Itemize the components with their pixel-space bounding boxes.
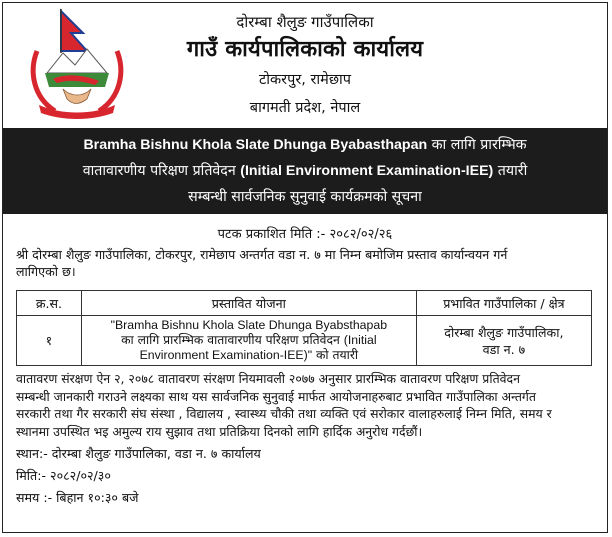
event-time: समय :- बिहान १०:३० बजे xyxy=(16,490,139,505)
body-line-3: सरकारी तथा गैर सरकारी संघ संस्था , विद्यालय , स्वास्थ्य चौकी तथा व्यक्ति एवं सरोकार वालाहरुलाई निम्न मिति, समय र xyxy=(16,406,552,421)
table-header-row xyxy=(17,291,592,316)
header-area: प्रभावित गाउँपालिका / क्षेत्र xyxy=(416,291,591,316)
project-table xyxy=(16,290,592,366)
cell-serial: १ xyxy=(17,316,82,366)
area-line-2: वडा न. ७ xyxy=(482,341,526,357)
body-line-1: वातावरण संरक्षण ऐन २, २०७८ वातावरण संरक्षण नियमावली २०७७ अनुसार प्रारम्भिक वातावरण परिक्षण प्रतिवेदन xyxy=(16,371,520,386)
header-project: प्रस्तावित योजना xyxy=(81,291,416,316)
banner-line-2-prefix: वातावारणीय परिक्षण प्रतिवेदन xyxy=(82,163,241,179)
cell-area xyxy=(416,316,591,366)
event-place: स्थान:- दोरम्बा शैलुङ गाउँपालिका, वडा न. ७ कार्यालय xyxy=(16,446,261,461)
banner-line-2 xyxy=(3,158,607,184)
banner-line-3: सम्बन्धी सार्वजनिक सुनुवाई कार्यक्रमको सूचना xyxy=(188,189,422,205)
area-line-1: दोरम्बा शैलुङ गाउँपालिका, xyxy=(444,324,564,340)
event-details xyxy=(3,443,607,509)
intro-line-2: लागिएको छ। xyxy=(16,264,76,279)
cell-project xyxy=(81,316,416,366)
header-serial: क्र.स. xyxy=(17,291,82,316)
banner-line-2-suffix: तयारी xyxy=(493,163,528,179)
table-row xyxy=(17,316,592,366)
notice-banner xyxy=(3,128,607,214)
office-title: गाउँ कार्यपालिकाको कार्यालय xyxy=(186,37,424,62)
office-province: बागमती प्रदेश, नेपाल xyxy=(249,100,361,116)
project-line-3-en: Environment Examination-IEE)" xyxy=(139,348,313,362)
body-paragraph xyxy=(3,370,607,440)
project-line-3 xyxy=(86,348,412,363)
project-line-3-ne: को तयारी xyxy=(312,348,359,362)
project-line-2-ne: का लागि प्रारम्भिक वातावारणीय परिक्षण प्रतिवेदन xyxy=(121,333,344,347)
notice-frame xyxy=(2,2,608,533)
intro-paragraph xyxy=(3,246,607,282)
intro-line-1: श्री दोरम्बा शैलुङ गाउँपालिका, टोकरपुर, रामेछाप अन्तर्गत वडा न. ७ मा निम्न बमोजिम प्रस्ताव कार्यान्वयन गर्न xyxy=(16,247,508,262)
office-location: टोकरपुर, रामेछाप xyxy=(258,72,352,88)
banner-line-1-suffix: का लागि प्रारम्भिक xyxy=(427,137,527,153)
banner-project-name: Bramha Bishnu Khola Slate Dhunga Byabasthapan xyxy=(83,137,428,153)
municipality-name: दोरम्बा शैलुङ गाउँपालिका xyxy=(236,13,374,31)
published-date: पटक प्रकाशित मिति :- २०८२/०२/२६ xyxy=(217,227,393,242)
event-date: मिति:- २०८२/०२/३० xyxy=(16,468,111,483)
body-line-2: सम्बन्धी जानकारी गराउने लक्ष्यका साथ यस सार्वजनिक सुनुवाई मार्फत आयोजनाहरुबाट प्रभावित गाउँपालिका अन्तर्गत xyxy=(16,388,536,404)
project-line-1: "Bramha Bishnu Khola Slate Dhunga Byabsthapab xyxy=(110,318,388,332)
notice-header xyxy=(3,3,607,128)
banner-iee: (Initial Environment Examination-IEE) xyxy=(240,163,494,179)
project-line-2 xyxy=(86,333,412,348)
body-line-4: स्थानमा उपस्थित भइ अमुल्य राय सुझाव तथा प्रतिक्रिया दिनको लागि हार्दिक अनुरोध गर्दछौं। xyxy=(16,423,423,439)
banner-line-1 xyxy=(3,132,607,158)
project-line-2-en: (Initial xyxy=(343,333,377,347)
